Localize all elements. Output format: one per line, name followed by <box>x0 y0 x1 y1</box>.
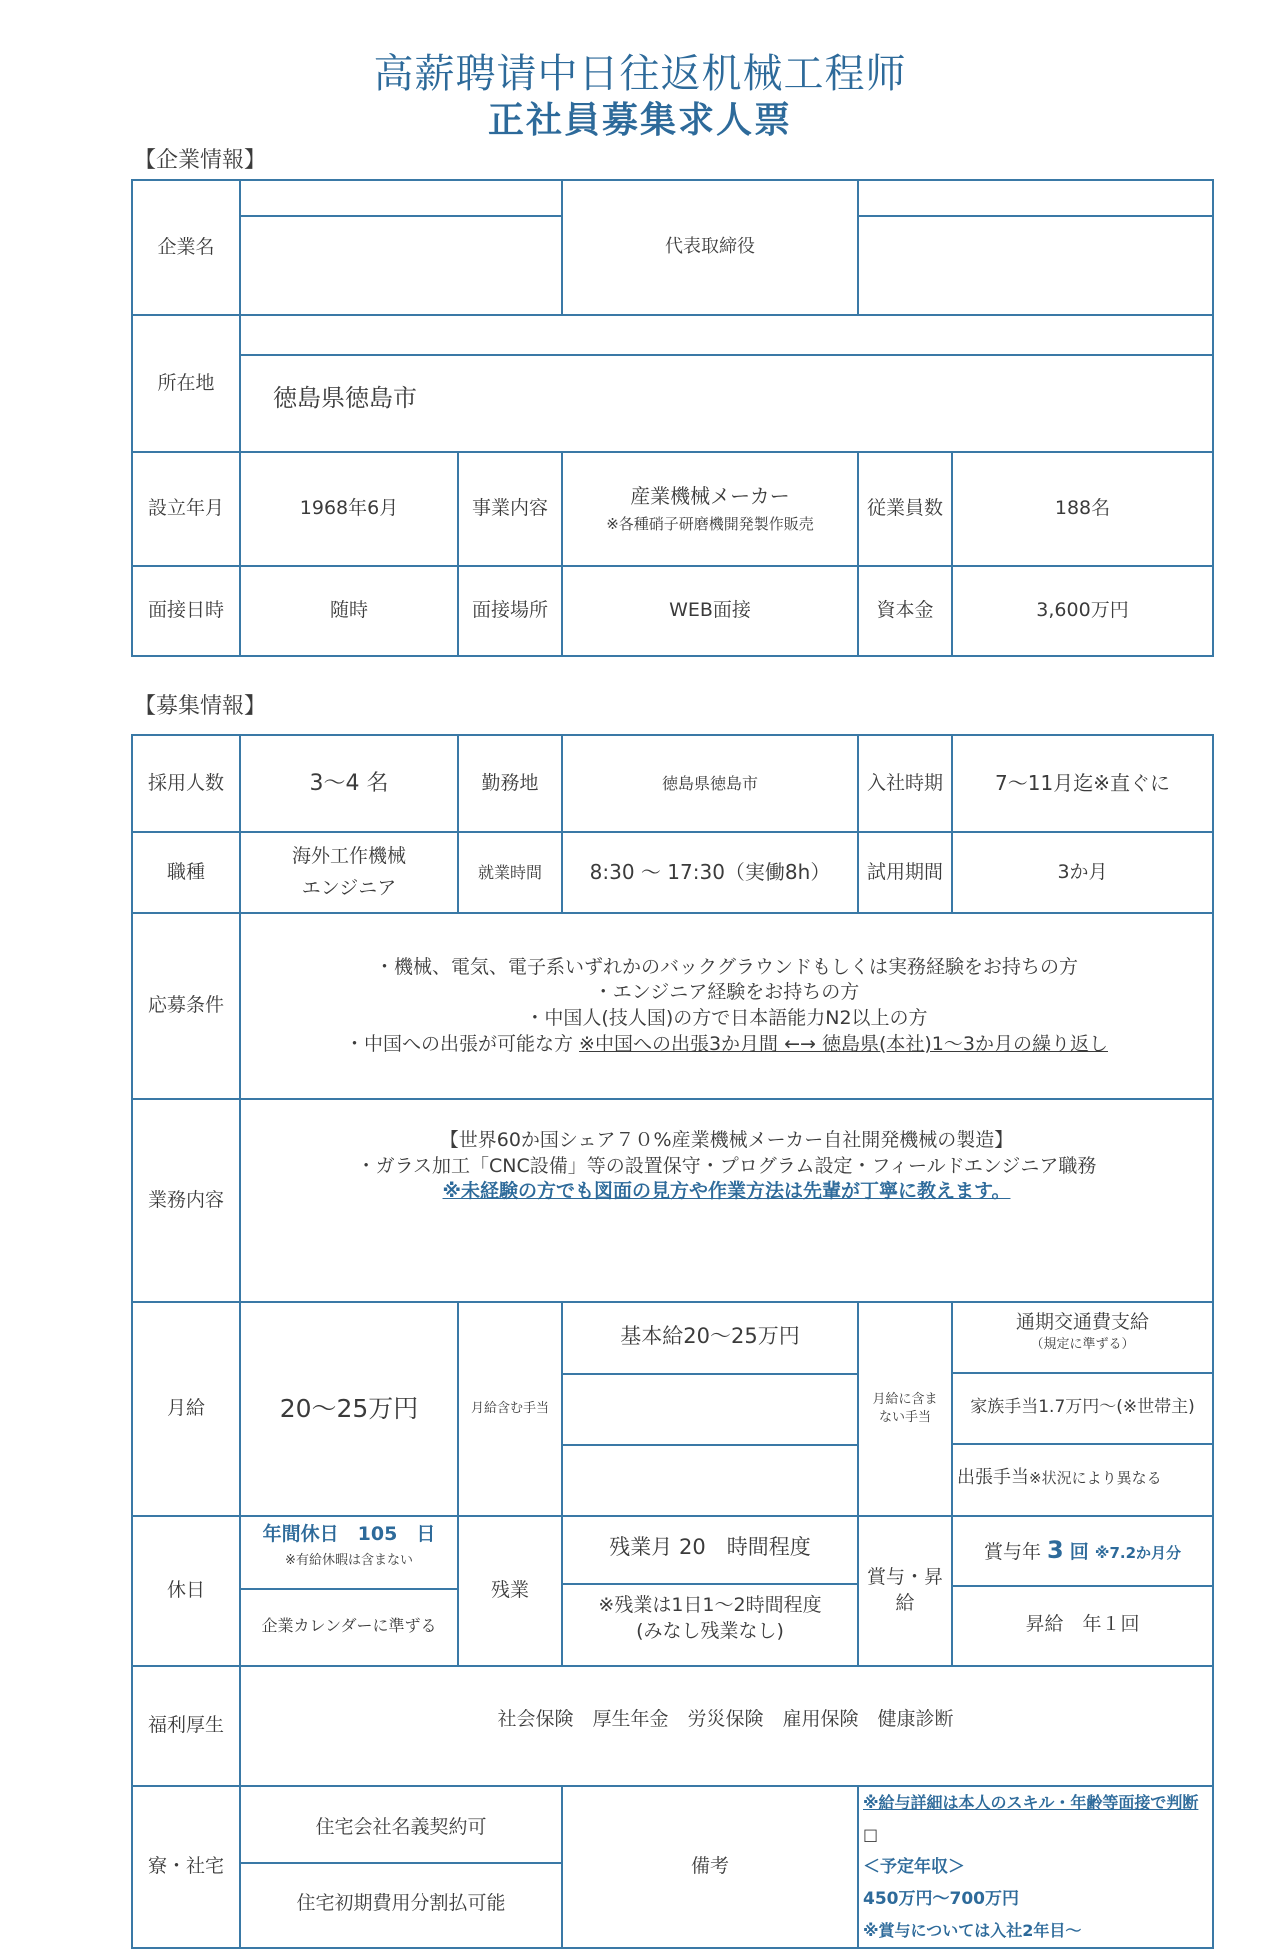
start-label: 入社時期 <box>858 735 952 832</box>
remarks-line-1: ※給与詳細は本人のスキル・年齢等面接で判断□ <box>863 1793 1199 1844</box>
address-value: 徳島県徳島市 <box>273 384 417 412</box>
hires-value: 3～4 名 <box>240 735 458 832</box>
location-label: 勤務地 <box>458 735 562 832</box>
location-value: 徳島県徳島市 <box>562 735 858 832</box>
bonus-label: 賞与・昇給 <box>858 1516 952 1666</box>
business-note: ※各種硝子研磨機開発製作販売 <box>606 515 814 534</box>
overtime-value: 残業月 20 時間程度 <box>563 1517 857 1585</box>
included-allowance-cell <box>562 1302 858 1516</box>
bonus-count: 3 <box>1047 1536 1064 1564</box>
bonus-note: ※7.2か月分 <box>1094 1544 1182 1562</box>
interview-place-value: WEB面接 <box>562 566 858 656</box>
founded-label: 設立年月 <box>132 452 240 566</box>
excluded-allowance-label: 月給に含まない手当 <box>858 1302 952 1516</box>
requirements-label: 応募条件 <box>132 913 240 1099</box>
holiday-note: ※有給休暇は含まない <box>285 1552 413 1568</box>
excluded-allowance-2: 家族手当1.7万円～(※世帯主) <box>953 1374 1212 1445</box>
start-value: 7～11月迄※直ぐに <box>952 735 1213 832</box>
remarks-line-2: ＜予定年収＞ <box>863 1857 965 1877</box>
hours-label: 就業時間 <box>458 832 562 913</box>
job-value-2: エンジニア <box>301 876 397 899</box>
holiday-label: 休日 <box>132 1516 240 1666</box>
business-trip-note: ※中国への出張3か月間 ←→ 徳島県(本社)1～3か月の繰り返し <box>579 1032 1108 1055</box>
overtime-note-2: (みなし残業なし) <box>636 1619 784 1642</box>
housing-label: 寮・社宅 <box>132 1786 240 1948</box>
capital-label: 資本金 <box>858 566 952 656</box>
remarks-line-3: 450万円～700万円 <box>863 1889 1019 1909</box>
company-section-heading: 【企業情報】 <box>134 148 267 173</box>
remarks-label: 備考 <box>562 1786 858 1948</box>
bonus-cell <box>952 1516 1213 1666</box>
recruit-section-heading: 【募集情報】 <box>134 694 267 719</box>
duties-line-2: ・ガラス加工「CNC設備」等の設置保守・プログラム設定・フィールドエンジニア職務 <box>356 1154 1097 1177</box>
included-allowance-label: 月給含む手当 <box>458 1302 562 1516</box>
company-name-value <box>240 180 562 315</box>
job-label: 職種 <box>132 832 240 913</box>
hours-value: 8:30 ～ 17:30（実働8h） <box>562 832 858 913</box>
welfare-label: 福利厚生 <box>132 1666 240 1786</box>
ceo-label: 代表取締役 <box>562 180 858 315</box>
excluded-allowance-1: 通期交通費支給 <box>1015 1311 1149 1333</box>
housing-cell <box>240 1786 562 1948</box>
holiday-calendar: 企業カレンダーに準ずる <box>261 1616 437 1635</box>
welfare-value: 社会保険 厚生年金 労災保険 雇用保険 健康診断 <box>240 1666 1213 1786</box>
salary-value: 20～25万円 <box>240 1302 458 1516</box>
requirement-item: ・中国人(技人国)の方で日本語能力N2以上の方 <box>525 1007 928 1029</box>
business-value-cell <box>562 452 858 566</box>
duties-line-1: 【世界60か国シェア７０%産業機械メーカー自社開発機械の製造】 <box>439 1129 1014 1151</box>
requirements-list <box>240 913 1213 1099</box>
founded-value: 1968年6月 <box>240 452 458 566</box>
requirement-item: ・機械、電気、電子系いずれかのバックグラウンドもしくは実務経験をお持ちの方 <box>374 955 1078 978</box>
duties-label: 業務内容 <box>132 1099 240 1302</box>
trial-label: 試用期間 <box>858 832 952 913</box>
housing-1: 住宅会社名義契約可 <box>241 1792 561 1864</box>
business-label: 事業内容 <box>458 452 562 566</box>
excluded-allowance-3: 出張手当※状況により異なる <box>957 1467 1162 1488</box>
raise-value: 昇給 年１回 <box>1025 1613 1140 1635</box>
business-value: 産業機械メーカー <box>630 484 790 509</box>
housing-2: 住宅初期費用分割払可能 <box>296 1892 506 1914</box>
recruit-info-table <box>131 734 1214 1949</box>
hires-label: 採用人数 <box>132 735 240 832</box>
interview-date-value: 随時 <box>240 566 458 656</box>
included-allowance-1: 基本給20～25万円 <box>563 1303 857 1375</box>
employees-label: 従業員数 <box>858 452 952 566</box>
duties-text <box>240 1099 1213 1302</box>
address-label: 所在地 <box>132 315 240 452</box>
overtime-label: 残業 <box>458 1516 562 1666</box>
address-value-cell <box>240 315 1213 452</box>
excluded-allowance-cell <box>952 1302 1213 1516</box>
company-info-table <box>131 179 1214 657</box>
remarks-line-4: ※賞与については入社2年目～ <box>863 1921 1082 1940</box>
trial-value: 3か月 <box>952 832 1213 913</box>
holiday-cell <box>240 1516 458 1666</box>
employees-value: 188名 <box>952 452 1213 566</box>
company-name-label: 企業名 <box>132 180 240 315</box>
overtime-note-1: ※残業は1日1～2時間程度 <box>598 1594 822 1616</box>
job-value-1: 海外工作機械 <box>291 844 406 867</box>
requirement-item: ・エンジニア経験をお持ちの方 <box>593 981 860 1004</box>
job-value-cell <box>240 832 458 913</box>
holiday-value: 年間休日 105 日 <box>262 1523 436 1545</box>
excluded-allowance-3-note: ※状況により異なる <box>1029 1469 1162 1487</box>
interview-place-label: 面接場所 <box>458 566 562 656</box>
overtime-cell <box>562 1516 858 1666</box>
interview-date-label: 面接日時 <box>132 566 240 656</box>
excluded-allowance-1-note: （規定に準ずる） <box>1030 1336 1135 1352</box>
page-subtitle: 正社員募集求人票 <box>487 100 792 141</box>
salary-label: 月給 <box>132 1302 240 1516</box>
bonus-value: 賞与年 3 回 ※7.2か月分 <box>953 1517 1212 1587</box>
duties-line-3: ※未経験の方でも図面の見方や作業方法は先輩が丁寧に教えます。 <box>442 1180 1011 1203</box>
page-title: 高薪聘请中日往返机械工程师 <box>373 51 907 97</box>
requirement-item: ・中国への出張が可能な方 ※中国への出張3か月間 ←→ 徳島県(本社)1～3か月の繰り返し <box>345 1032 1108 1055</box>
remarks-cell <box>858 1786 1213 1948</box>
capital-value: 3,600万円 <box>952 566 1213 656</box>
ceo-value <box>858 180 1213 315</box>
